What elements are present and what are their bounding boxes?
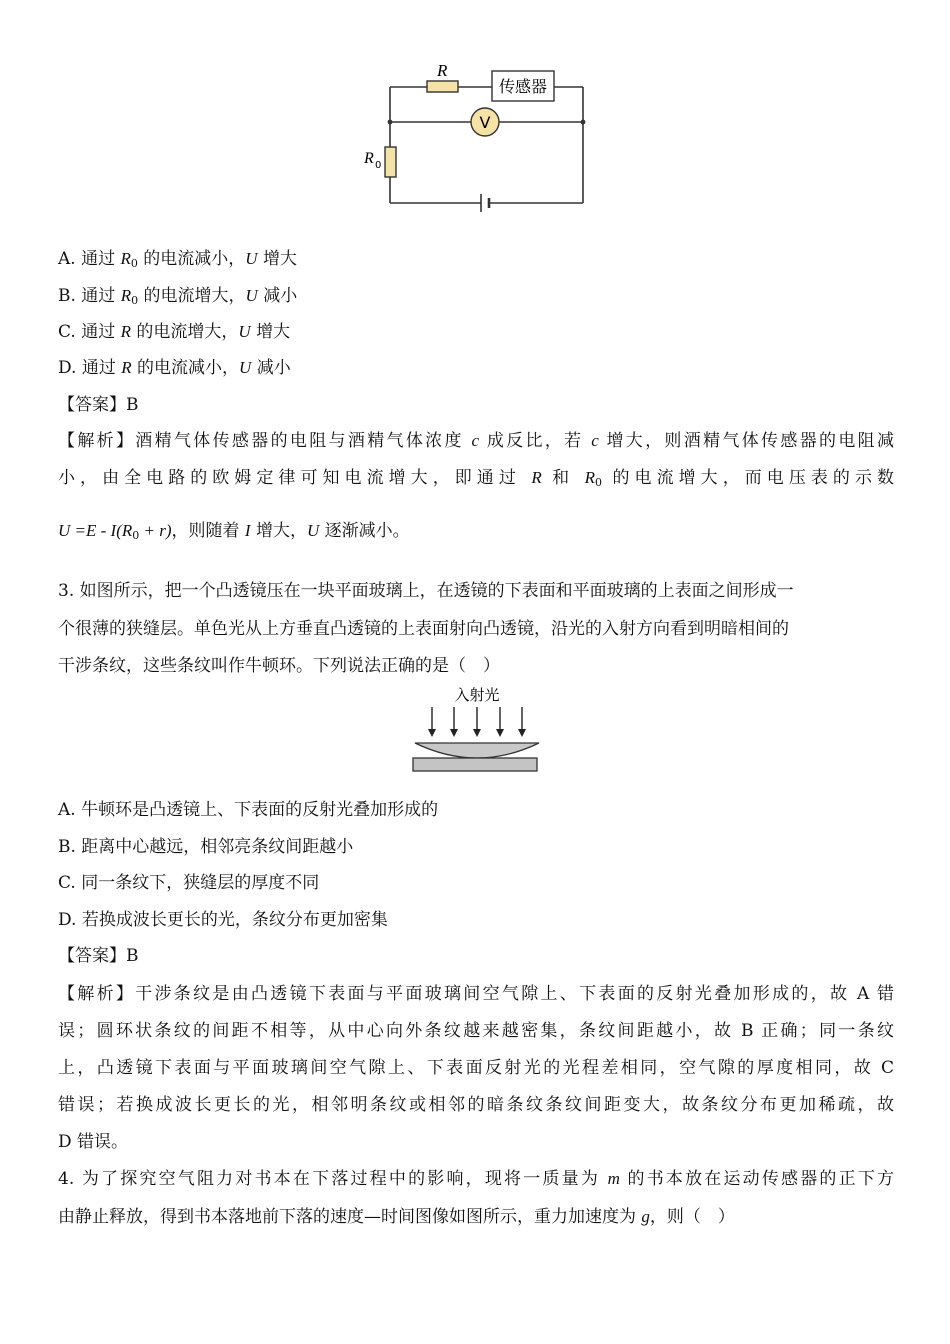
flat-glass-plate — [413, 758, 537, 771]
resistor-r0-subscript: 0 — [375, 160, 382, 171]
resistor-r0-label: R — [364, 150, 374, 167]
q4-stem-line-1: 4. 为了探究空气阻力对书本在下落过程中的影响，现将一质量为 m 的书本放在运动传感器的正下方 — [58, 1169, 895, 1189]
q3-stem-line-1: 3. 如图所示，把一个凸透镜压在一块平面玻璃上，在透镜的下表面和平面玻璃的上表面之间形成一 — [58, 581, 794, 601]
q3-analysis-line-4: 错误；若换成波长更长的光，相邻明条纹或相邻的暗条纹条纹间距变大，故条纹分布更加稀疏，故 — [58, 1095, 894, 1115]
q3-stem-line-2: 个很薄的狭缝层。单色光从上方垂直凸透镜的上表面射向凸透镜，沿光的入射方向看到明暗相间的 — [58, 619, 789, 639]
q2-option-c: C. 通过 R 的电流增大，U 增大 — [58, 322, 291, 342]
resistor-r0 — [385, 147, 396, 177]
q3-analysis-line-3: 上，凸透镜下表面与平面玻璃间空气隙上、下表面反射光的光程差相同，空气隙的厚度相同，故 C — [58, 1058, 894, 1078]
junction-left — [388, 120, 393, 125]
q2-analysis-line-2: 小，由全电路的欧姆定律可知电流增大，即通过 R 和 $R_0$ 的电流增大，而电压表的示数 — [58, 468, 894, 489]
q3-stem-line-3: 干涉条纹，这些条纹叫作牛顿环。下列说法正确的是（ ） — [58, 656, 500, 676]
voltmeter-label: V — [479, 113, 491, 132]
q2-analysis-line-1: 【解析】酒精气体传感器的电阻与酒精气体浓度 c 成反比，若 c 增大，则酒精气体传感器的电阻减 — [58, 431, 895, 451]
sensor-label: 传感器 — [498, 77, 548, 96]
q3-option-c: C. 同一条纹下，狭缝层的厚度不同 — [58, 873, 320, 893]
q3-analysis-line-1: 【解析】干涉条纹是由凸透镜下表面与平面玻璃间空气隙上、下表面的反射光叠加形成的，故 A 错 — [58, 984, 894, 1004]
q3-option-b: B. 距离中心越远，相邻亮条纹间距越小 — [58, 837, 354, 857]
incident-light-label: 入射光 — [454, 686, 500, 704]
q2-option-a: A. 通过 $R_0$ 的电流减小，U 增大 — [58, 249, 297, 270]
formula: $U =E - I(R_0 + r)$ — [58, 521, 172, 542]
circuit-diagram — [355, 55, 595, 215]
resistor-r-label: R — [437, 61, 448, 80]
newton-rings-figure — [405, 683, 545, 775]
resistor-r — [427, 81, 458, 92]
q2-analysis-line-3: $U =E - I(R_0 + r)$，则随着 I 增大，U 逐渐减小。 — [58, 521, 410, 542]
q4-stem-line-2: 由静止释放，得到书本落地前下落的速度—时间图像如图所示，重力加速度为 g，则（ ） — [58, 1207, 735, 1227]
q3-option-d: D. 若换成波长更长的光，条纹分布更加密集 — [58, 910, 388, 930]
junction-right — [581, 120, 586, 125]
q3-answer: 【答案】B — [58, 946, 139, 966]
q3-analysis-line-5: D 错误。 — [58, 1132, 129, 1152]
convex-lens — [415, 743, 539, 758]
q2-option-d: D. 通过 R 的电流减小，U 减小 — [58, 358, 291, 378]
q2-option-b: B. 通过 $R_0$ 的电流增大，U 减小 — [58, 286, 298, 307]
q2-answer: 【答案】B — [58, 395, 139, 415]
q3-option-a: A. 牛顿环是凸透镜上、下表面的反射光叠加形成的 — [58, 800, 439, 820]
q3-analysis-line-2: 误；圆环状条纹的间距不相等，从中心向外条纹越来越密集，条纹间距越小，故 B 正确；同一条纹 — [58, 1021, 894, 1041]
